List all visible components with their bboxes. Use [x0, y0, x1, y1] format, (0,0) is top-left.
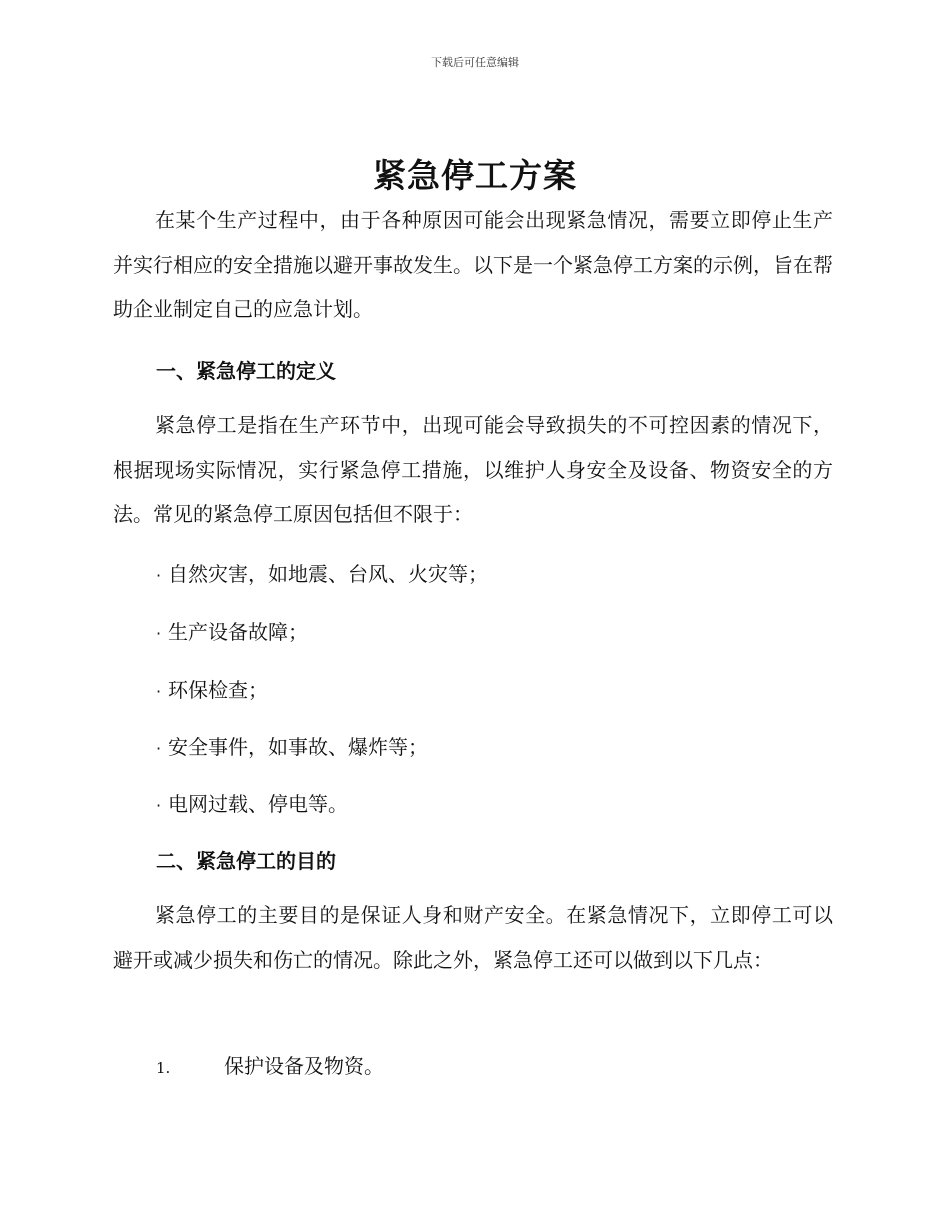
bullet-text: 电网过载、停电等。 [168, 792, 348, 816]
document-title: 紧急停工方案 [373, 156, 577, 195]
bullet-dot-icon: · [156, 624, 162, 643]
bullet-text: 生产设备故障； [168, 620, 308, 644]
item-text: 保护设备及物资。 [224, 1054, 384, 1078]
bullet-text: 环保检查； [168, 678, 268, 702]
bullet-item [156, 731, 428, 760]
bullet-item [156, 616, 308, 645]
intro-paragraph: 在某个生产过程中，由于各种原因可能会出现紧急情况，需要立即停止生产并实行相应的安全措施以避开事故发生。以下是一个紧急停工方案的示例，旨在帮助企业制定自己的应急计划。 [113, 208, 833, 321]
numbered-item [156, 1050, 384, 1079]
section-2-paragraph: 紧急停工的主要目的是保证人身和财产安全。在紧急情况下，立即停工可以避开或减少损失和伤亡的情况。除此之外，紧急停工还可以做到以下几点： [113, 903, 833, 972]
bullet-item [156, 788, 348, 817]
bullet-text: 自然灾害，如地震、台风、火灾等； [168, 562, 488, 586]
section-2-heading: 二、紧急停工的目的 [156, 849, 336, 873]
bullet-dot-icon: · [156, 566, 162, 585]
bullet-dot-icon: · [156, 739, 162, 758]
bullet-item [156, 558, 488, 587]
bullet-dot-icon: · [156, 796, 162, 815]
section-1-paragraph: 紧急停工是指在生产环节中，出现可能会导致损失的不可控因素的情况下，根据现场实际情况，实行紧急停工措施，以维护人身安全及设备、物资安全的方法。常见的紧急停工原因包括但不限于： [113, 413, 833, 526]
section-1-heading: 一、紧急停工的定义 [156, 359, 336, 383]
bullet-item [156, 674, 268, 703]
bullet-text: 安全事件，如事故、爆炸等； [168, 735, 428, 759]
item-number: 1. [156, 1059, 171, 1077]
header-note: 下载后可任意编辑 [431, 56, 519, 69]
bullet-dot-icon: · [156, 682, 162, 701]
